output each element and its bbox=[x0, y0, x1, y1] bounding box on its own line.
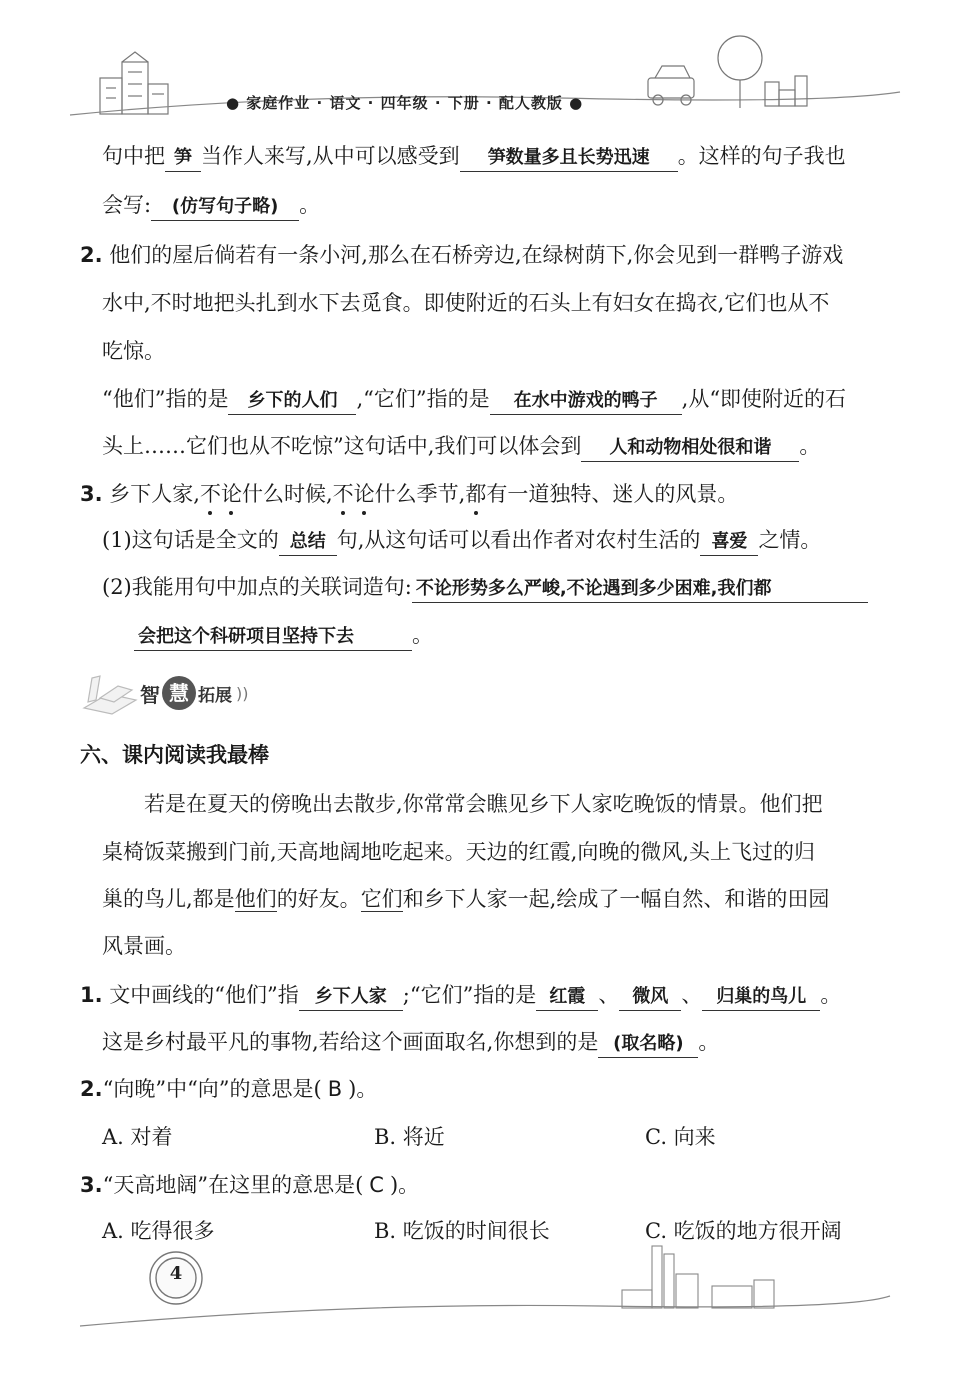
header-decoration bbox=[0, 0, 979, 140]
q3-part2-cont: 会把这个科研项目坚持下去 。 bbox=[134, 621, 433, 651]
s6q1-line1: 1. 文中画线的“他们”指 乡下人家 ;“它们”指的是 红霞 、 微风 、 归巢的鸟儿 。 bbox=[80, 981, 841, 1011]
s6q3-answer: C bbox=[369, 1173, 384, 1197]
s6q1-number: 1. bbox=[80, 983, 103, 1007]
section6-passage-line2: 桌椅饭菜搬到门前,天高地阔地吃起来。天边的红霞,向晚的微风,头上飞过的归 bbox=[102, 840, 816, 864]
s6q2-number: 2. bbox=[80, 1077, 103, 1101]
s6q2-option-b: B. 将近 bbox=[374, 1125, 445, 1149]
answer-blank: 归巢的鸟儿 bbox=[702, 984, 820, 1011]
s6q2-answer: B bbox=[327, 1077, 343, 1101]
answer-blank: 笋 bbox=[165, 145, 201, 172]
part1-line1: 句中把 笋 当作人来写,从中可以感受到 笋数量多且长势迅速 。这样的句子我也 bbox=[102, 142, 846, 172]
answer-blank: 会把这个科研项目坚持下去 bbox=[134, 624, 412, 651]
header-tree-icon bbox=[718, 36, 762, 108]
answer-blank: 在水中游戏的鸭子 bbox=[490, 388, 682, 415]
footer-curve bbox=[80, 1296, 890, 1326]
answer-blank: 乡下的人们 bbox=[228, 388, 356, 415]
footer-buildings-icon bbox=[622, 1246, 774, 1308]
header-title: ● 家庭作业 · 语文 · 四年级 · 下册 · 配人教版 ● bbox=[226, 94, 584, 112]
answer-blank: 笋数量多且长势迅速 bbox=[460, 145, 678, 172]
section6-passage-line3: 巢的鸟儿,都是他们的好友。它们和乡下人家一起,绘成了一幅自然、和谐的田园 bbox=[102, 887, 830, 911]
answer-blank: (取名略) bbox=[598, 1031, 698, 1058]
part1-line2: 会写: (仿写句子略) 。 bbox=[102, 191, 320, 221]
q2-passage-line2: 水中,不时地把头扎到水下去觅食。即使附近的石头上有妇女在捣衣,它们也从不 bbox=[102, 291, 830, 315]
s6q2-option-a: A. 对着 bbox=[102, 1125, 173, 1149]
banner-char-1: 智 bbox=[140, 682, 160, 707]
banner-char-3: 拓展 bbox=[198, 685, 232, 706]
section6-title: 六、课内阅读我最棒 bbox=[80, 743, 269, 767]
s6q1-line2: 这是乡村最平凡的事物,若给这个画面取名,你想到的是 (取名略) 。 bbox=[102, 1028, 719, 1058]
q2-passage-line3: 吃惊。 bbox=[102, 339, 165, 363]
footer-decoration bbox=[0, 1240, 979, 1350]
s6q3-option-b: B. 吃饭的时间很长 bbox=[374, 1219, 550, 1243]
s6q2-option-c: C. 向来 bbox=[645, 1125, 716, 1149]
page-number: 4 bbox=[169, 1263, 183, 1284]
s6q2-stem: 2.“向晚”中“向”的意思是( B )。 bbox=[80, 1077, 378, 1101]
banner-book-icon bbox=[78, 668, 148, 718]
q3-number: 3. bbox=[80, 482, 103, 506]
header-buildings-right-icon bbox=[765, 76, 807, 106]
section6-passage-line1: 若是在夏天的傍晚出去散步,你常常会瞧见乡下人家吃晚饭的情景。他们把 bbox=[144, 792, 823, 816]
answer-blank: 总结 bbox=[279, 529, 337, 556]
banner-waves-icon: )) bbox=[236, 683, 249, 703]
banner bbox=[140, 676, 248, 712]
answer-blank: 红霞 bbox=[536, 984, 598, 1011]
answer-blank: 乡下人家 bbox=[299, 984, 403, 1011]
underlined-word: 他们 bbox=[234, 887, 277, 911]
q2-answer-line2: 头上……它们也从不吃惊”这句话中,我们可以体会到 人和动物相处很和谐 。 bbox=[102, 432, 820, 462]
q2-number: 2. bbox=[80, 243, 103, 267]
q3-sentence: 3. 乡下人家,不论什么时候,不论什么季节,都有一道独特、迷人的风景。 bbox=[80, 482, 739, 506]
header-buildings-left-icon bbox=[100, 52, 168, 114]
banner-char-2: 慧 bbox=[162, 676, 196, 710]
underlined-word: 它们 bbox=[360, 887, 403, 911]
s6q3-option-a: A. 吃得很多 bbox=[102, 1219, 215, 1243]
answer-blank: 人和动物相处很和谐 bbox=[581, 435, 799, 462]
answer-blank: (仿写句子略) bbox=[151, 194, 299, 221]
answer-blank: 喜爱 bbox=[700, 529, 758, 556]
q3-part2: (2)我能用句中加点的关联词造句: 不论形势多么严峻,不论遇到多少困难,我们都 bbox=[102, 573, 868, 603]
s6q3-number: 3. bbox=[80, 1173, 103, 1197]
s6q3-option-c: C. 吃饭的地方很开阔 bbox=[645, 1219, 842, 1243]
q3-part1: (1)这句话是全文的 总结 句,从这句话可以看出作者对农村生活的 喜爱 之情。 bbox=[102, 526, 821, 556]
answer-blank: 微风 bbox=[619, 984, 681, 1011]
answer-blank: 不论形势多么严峻,不论遇到多少困难,我们都 bbox=[412, 576, 868, 603]
s6q3-stem: 3.“天高地阔”在这里的意思是( C )。 bbox=[80, 1173, 420, 1197]
q2-answer-line1: “他们”指的是 乡下的人们 ,“它们”指的是 在水中游戏的鸭子 ,从“即使附近的石 bbox=[102, 385, 846, 415]
section6-passage-line4: 风景画。 bbox=[102, 934, 186, 958]
q2-passage-line1: 2. 他们的屋后倘若有一条小河,那么在石桥旁边,在绿树荫下,你会见到一群鸭子游戏 bbox=[80, 243, 844, 267]
